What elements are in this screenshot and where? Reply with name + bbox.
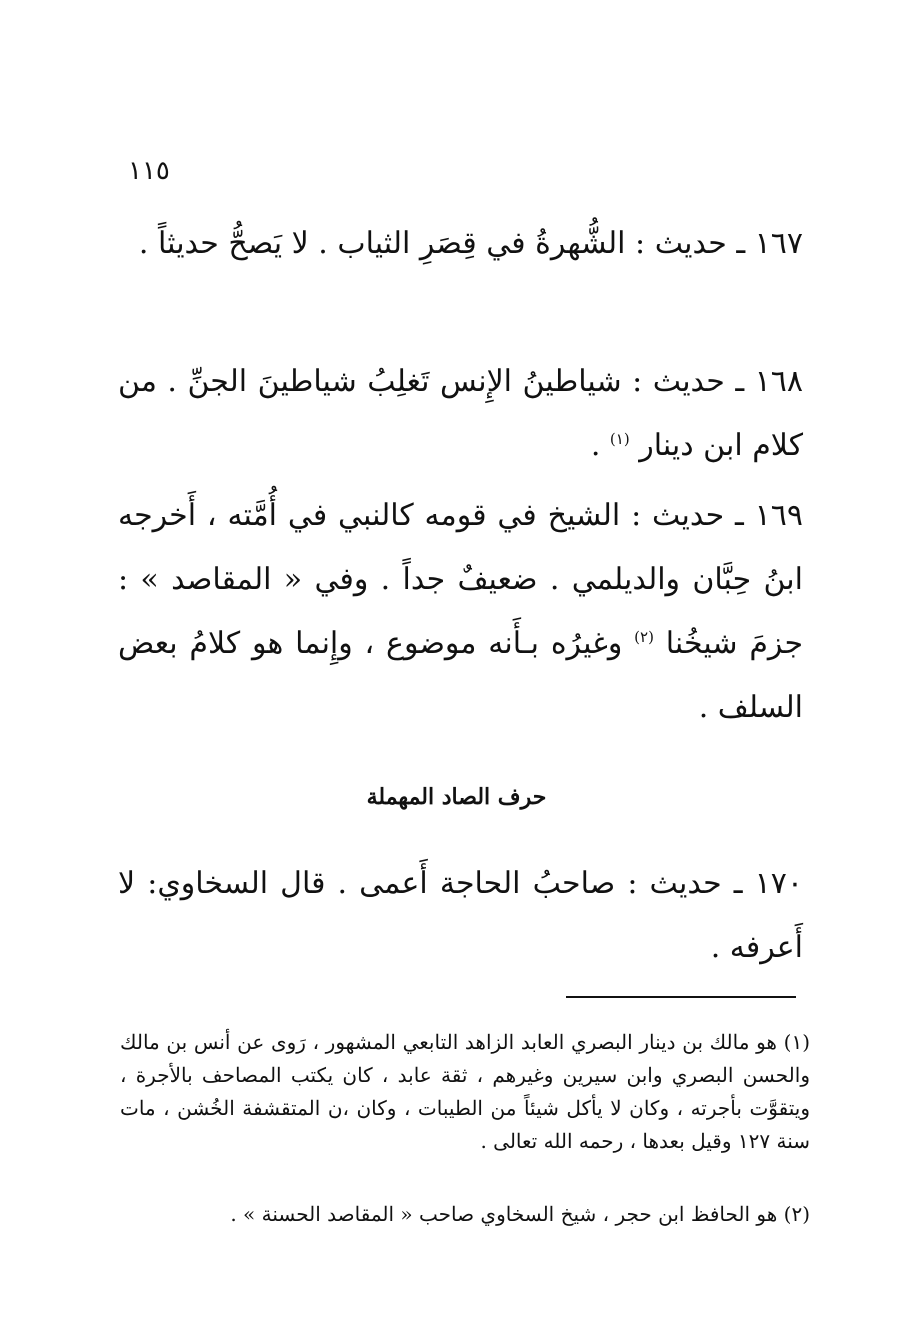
- footnote-1-text: (١) هو مالك بن دينار البصري العابد الزاهد التابعي المشهور ، رَوى عن أنس بن مالك والحسن البصري وابن سيرين وغيرهم ، ثقة عابد ، كان يكتب المصاحف بالأجرة ، ويتقوَّت بأجرته ، وكان لا يأكل شيئاً من الطيبات ، وكان ،ن المتقشفة الخُشن ، مات سنة ١٢٧ وقيل بعدها ، رحمه الله تعالى .: [120, 1030, 810, 1153]
- hadith-entry-167: [118, 212, 803, 276]
- hadith-entry-170: [118, 852, 803, 980]
- hadith-entry-169-text: ١٦٩ ـ حديث : الشيخ في قومه كالنبي في أُمَّته ، أَخرجه ابنُ حِبَّان والديلمي . ضعيفٌ جداً . وفي « المقاصد » : جزمَ شيخُنا: [118, 498, 803, 661]
- section-heading: حرف الصاد المهملة: [366, 784, 547, 810]
- footnote-2-text: (٢) هو الحافظ ابن حجر ، شيخ السخاوي صاحب « المقاصد الحسنة » .: [230, 1202, 810, 1226]
- hadith-entry-170-text: ١٧٠ ـ حديث : صاحبُ الحاجة أَعمى . قال السخاوي: لا أَعرفه .: [118, 866, 803, 965]
- footnote-divider: [566, 996, 796, 998]
- hadith-entry-168: [118, 350, 803, 478]
- footnote-1: [120, 1026, 810, 1158]
- hadith-entry-169-tail: وغيرُه بـأَنه موضوع ، وإِنما هو كلامُ بعض السلف .: [118, 626, 803, 725]
- hadith-entry-167-text: ١٦٧ ـ حديث : الشُّهرةُ في قِصَرِ الثياب . لا يَصحُّ حديثاً .: [138, 226, 803, 261]
- hadith-entry-168-text: ١٦٨ ـ حديث : شياطينُ الإِنس تَغلِبُ شياطينَ الجنِّ . من كلام ابن دينار: [118, 364, 803, 463]
- footnote-2: [120, 1198, 810, 1231]
- hadith-entry-169: [118, 484, 803, 740]
- page-number: ١١٥: [128, 156, 170, 186]
- footnote-ref-2[interactable]: (٢): [634, 628, 654, 646]
- hadith-entry-168-tail: .: [590, 428, 610, 463]
- footnote-ref-1[interactable]: (١): [609, 430, 630, 448]
